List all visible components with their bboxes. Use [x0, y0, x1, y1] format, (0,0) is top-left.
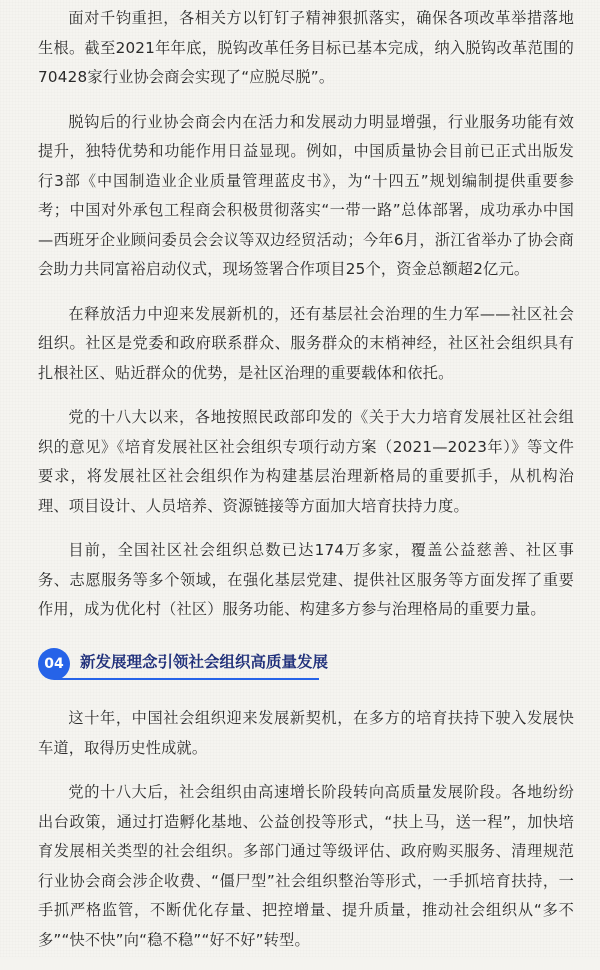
section-number-badge: 04 [38, 648, 70, 680]
paragraph: 目前，全国社区社会组织总数已达174万多家，覆盖公益慈善、社区事务、志愿服务等多个领域，在强化基层党建、提供社区服务等方面发挥了重要作用，成为优化村（社区）服务功能、构建多方参与治理格局的重要力量。 [38, 541, 574, 618]
article-body-top [38, 4, 574, 640]
article-body-bottom [38, 704, 574, 970]
section-underline [54, 678, 319, 680]
paragraph: 党的十八大以来，各地按照民政部印发的《关于大力培育发展社区社会组织的意见》《培育发展社区社会组织专项行动方案（2021—2023年）》等文件要求，将发展社区社会组织作为构建基层治理新格局的重要抓手，从机构治理、项目设计、人员培养、资源链接等方面加大培育扶持力度。 [38, 408, 574, 515]
paragraph: 党的十八大后，社会组织由高速增长阶段转向高质量发展阶段。各地纷纷出台政策，通过打造孵化基地、公益创投等形式，“扶上马，送一程”，加快培育发展相关类型的社会组织。多部门通过等级评估、政府购买服务、清理规范行业协会商会涉企收费、“僵尸型”社会组织整治等形式，一手抓培育扶持，一手抓严格监管，不断优化存量、把控增量、提升质量，推动社会组织从“多不多”“快不快”向“稳不稳”“好不好”转型。 [38, 783, 574, 949]
paragraph: 在释放活力中迎来发展新机的，还有基层社会治理的生力军——社区社会组织。社区是党委和政府联系群众、服务群众的末梢神经，社区社会组织具有扎根社区、贴近群众的优势，是社区治理的重要载体和依托。 [38, 304, 574, 382]
section-title: 新发展理念引领社会组织高质量发展 [80, 653, 329, 671]
paragraph: 这十年，中国社会组织迎来发展新契机，在多方的培育扶持下驶入发展快车道，取得历史性成就。 [38, 709, 574, 757]
paragraph: 面对千钧重担，各相关方以钉钉子精神狠抓落实，确保各项改革举措落地生根。截至2021年年底，脱钩改革任务目标已基本完成，纳入脱钩改革范围的70428家行业协会商会实现了“应脱尽脱”。 [38, 9, 574, 86]
paragraph: 脱钩后的行业协会商会内在活力和发展动力明显增强，行业服务功能有效提升，独特优势和功能作用日益显现。例如，中国质量协会目前已正式出版发行3部《中国制造业企业质量管理蓝皮书》，为“十四五”规划编制提供重要参考；中国对外承包工程商会积极贯彻落实“一带一路”总体部署，成功承办中国—西班牙企业顾问委员会会议等双边经贸活动；今年6月，浙江省举办了协会商会助力共同富裕启动仪式，现场签署合作项目25个，资金总额超2亿元。 [38, 112, 574, 278]
section-header [38, 648, 338, 684]
